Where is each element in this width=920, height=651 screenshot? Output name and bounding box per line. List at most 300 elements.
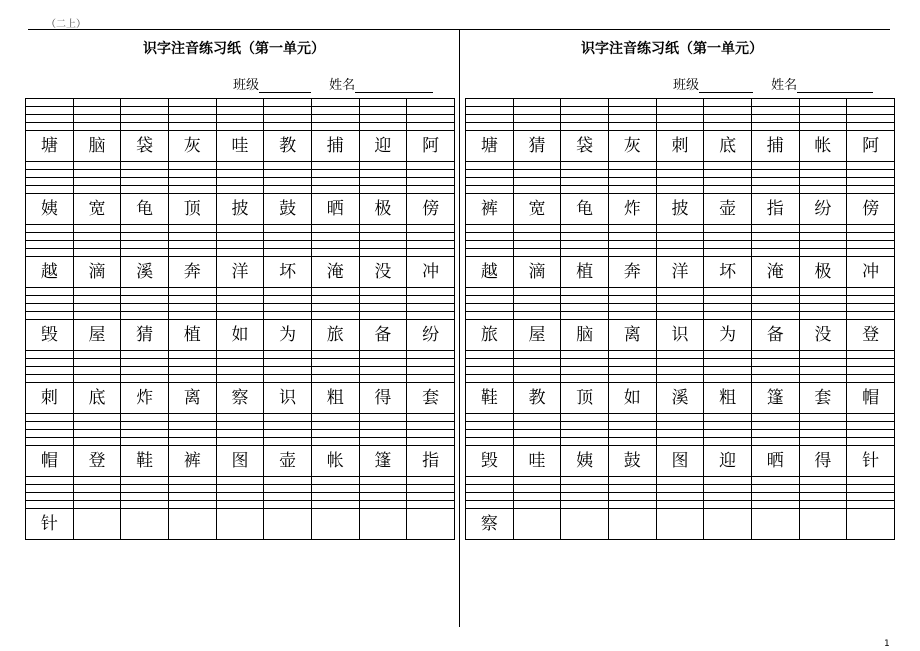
pinyin-cell[interactable] <box>751 225 799 233</box>
pinyin-cell[interactable] <box>168 312 216 320</box>
pinyin-cell[interactable] <box>466 438 514 446</box>
pinyin-cell[interactable] <box>466 359 514 367</box>
pinyin-cell[interactable] <box>704 367 752 375</box>
pinyin-cell[interactable] <box>608 430 656 438</box>
pinyin-cell[interactable] <box>847 186 895 194</box>
pinyin-cell[interactable] <box>168 99 216 107</box>
pinyin-cell[interactable] <box>513 107 561 115</box>
pinyin-cell[interactable] <box>311 501 359 509</box>
pinyin-cell[interactable] <box>73 288 121 296</box>
pinyin-cell[interactable] <box>359 422 407 430</box>
pinyin-cell[interactable] <box>216 241 264 249</box>
pinyin-cell[interactable] <box>264 430 312 438</box>
pinyin-cell[interactable] <box>311 225 359 233</box>
pinyin-cell[interactable] <box>311 430 359 438</box>
pinyin-cell[interactable] <box>73 477 121 485</box>
pinyin-cell[interactable] <box>216 186 264 194</box>
pinyin-cell[interactable] <box>513 367 561 375</box>
pinyin-cell[interactable] <box>561 493 609 501</box>
pinyin-cell[interactable] <box>26 367 74 375</box>
pinyin-cell[interactable] <box>216 178 264 186</box>
pinyin-cell[interactable] <box>216 123 264 131</box>
pinyin-cell[interactable] <box>73 414 121 422</box>
pinyin-cell[interactable] <box>608 225 656 233</box>
pinyin-cell[interactable] <box>264 170 312 178</box>
pinyin-cell[interactable] <box>704 123 752 131</box>
pinyin-cell[interactable] <box>704 178 752 186</box>
pinyin-cell[interactable] <box>26 296 74 304</box>
pinyin-cell[interactable] <box>216 501 264 509</box>
pinyin-cell[interactable] <box>26 170 74 178</box>
pinyin-cell[interactable] <box>73 296 121 304</box>
pinyin-cell[interactable] <box>264 414 312 422</box>
pinyin-cell[interactable] <box>121 170 169 178</box>
pinyin-cell[interactable] <box>704 241 752 249</box>
pinyin-cell[interactable] <box>311 107 359 115</box>
pinyin-cell[interactable] <box>359 233 407 241</box>
pinyin-cell[interactable] <box>608 375 656 383</box>
pinyin-cell[interactable] <box>168 485 216 493</box>
pinyin-cell[interactable] <box>847 296 895 304</box>
pinyin-cell[interactable] <box>216 115 264 123</box>
pinyin-cell[interactable] <box>513 477 561 485</box>
pinyin-cell[interactable] <box>73 312 121 320</box>
pinyin-cell[interactable] <box>407 477 455 485</box>
pinyin-cell[interactable] <box>561 186 609 194</box>
pinyin-cell[interactable] <box>264 225 312 233</box>
pinyin-cell[interactable] <box>799 493 847 501</box>
pinyin-cell[interactable] <box>407 99 455 107</box>
pinyin-cell[interactable] <box>751 485 799 493</box>
pinyin-cell[interactable] <box>513 493 561 501</box>
pinyin-cell[interactable] <box>799 123 847 131</box>
pinyin-cell[interactable] <box>121 438 169 446</box>
pinyin-cell[interactable] <box>513 225 561 233</box>
pinyin-cell[interactable] <box>168 225 216 233</box>
pinyin-cell[interactable] <box>264 233 312 241</box>
pinyin-cell[interactable] <box>466 99 514 107</box>
pinyin-cell[interactable] <box>608 485 656 493</box>
pinyin-cell[interactable] <box>216 312 264 320</box>
pinyin-cell[interactable] <box>466 422 514 430</box>
pinyin-cell[interactable] <box>26 359 74 367</box>
pinyin-cell[interactable] <box>847 162 895 170</box>
pinyin-cell[interactable] <box>466 241 514 249</box>
pinyin-cell[interactable] <box>513 123 561 131</box>
pinyin-cell[interactable] <box>704 225 752 233</box>
pinyin-cell[interactable] <box>513 178 561 186</box>
pinyin-cell[interactable] <box>513 485 561 493</box>
pinyin-cell[interactable] <box>359 501 407 509</box>
pinyin-cell[interactable] <box>121 359 169 367</box>
pinyin-cell[interactable] <box>513 99 561 107</box>
pinyin-cell[interactable] <box>561 233 609 241</box>
pinyin-cell[interactable] <box>168 170 216 178</box>
pinyin-cell[interactable] <box>847 501 895 509</box>
pinyin-cell[interactable] <box>359 477 407 485</box>
pinyin-cell[interactable] <box>513 170 561 178</box>
pinyin-cell[interactable] <box>121 241 169 249</box>
pinyin-cell[interactable] <box>168 430 216 438</box>
pinyin-cell[interactable] <box>751 422 799 430</box>
pinyin-cell[interactable] <box>121 225 169 233</box>
pinyin-cell[interactable] <box>751 477 799 485</box>
pinyin-cell[interactable] <box>168 351 216 359</box>
pinyin-cell[interactable] <box>264 288 312 296</box>
pinyin-cell[interactable] <box>359 438 407 446</box>
pinyin-cell[interactable] <box>216 225 264 233</box>
pinyin-cell[interactable] <box>216 493 264 501</box>
pinyin-cell[interactable] <box>26 430 74 438</box>
pinyin-cell[interactable] <box>216 162 264 170</box>
pinyin-cell[interactable] <box>121 304 169 312</box>
pinyin-cell[interactable] <box>121 493 169 501</box>
pinyin-cell[interactable] <box>704 351 752 359</box>
pinyin-cell[interactable] <box>751 414 799 422</box>
pinyin-cell[interactable] <box>799 438 847 446</box>
pinyin-cell[interactable] <box>264 296 312 304</box>
pinyin-cell[interactable] <box>26 477 74 485</box>
pinyin-cell[interactable] <box>466 501 514 509</box>
pinyin-cell[interactable] <box>121 430 169 438</box>
pinyin-cell[interactable] <box>26 493 74 501</box>
pinyin-cell[interactable] <box>466 312 514 320</box>
pinyin-cell[interactable] <box>359 430 407 438</box>
pinyin-cell[interactable] <box>359 312 407 320</box>
pinyin-cell[interactable] <box>561 351 609 359</box>
pinyin-cell[interactable] <box>26 178 74 186</box>
pinyin-cell[interactable] <box>26 422 74 430</box>
pinyin-cell[interactable] <box>561 414 609 422</box>
pinyin-cell[interactable] <box>656 430 704 438</box>
pinyin-cell[interactable] <box>561 241 609 249</box>
pinyin-cell[interactable] <box>799 99 847 107</box>
pinyin-cell[interactable] <box>466 375 514 383</box>
pinyin-cell[interactable] <box>847 304 895 312</box>
pinyin-cell[interactable] <box>359 225 407 233</box>
pinyin-cell[interactable] <box>168 359 216 367</box>
pinyin-cell[interactable] <box>407 493 455 501</box>
pinyin-cell[interactable] <box>656 296 704 304</box>
pinyin-cell[interactable] <box>26 162 74 170</box>
pinyin-cell[interactable] <box>561 501 609 509</box>
pinyin-cell[interactable] <box>847 99 895 107</box>
pinyin-cell[interactable] <box>407 312 455 320</box>
pinyin-cell[interactable] <box>466 170 514 178</box>
pinyin-cell[interactable] <box>751 359 799 367</box>
pinyin-cell[interactable] <box>311 115 359 123</box>
pinyin-cell[interactable] <box>73 438 121 446</box>
pinyin-cell[interactable] <box>704 501 752 509</box>
pinyin-cell[interactable] <box>73 430 121 438</box>
pinyin-cell[interactable] <box>121 178 169 186</box>
pinyin-cell[interactable] <box>847 123 895 131</box>
pinyin-cell[interactable] <box>751 351 799 359</box>
pinyin-cell[interactable] <box>799 233 847 241</box>
pinyin-cell[interactable] <box>561 438 609 446</box>
pinyin-cell[interactable] <box>704 296 752 304</box>
pinyin-cell[interactable] <box>799 115 847 123</box>
pinyin-cell[interactable] <box>799 296 847 304</box>
pinyin-cell[interactable] <box>264 477 312 485</box>
pinyin-cell[interactable] <box>311 241 359 249</box>
pinyin-cell[interactable] <box>847 107 895 115</box>
pinyin-cell[interactable] <box>407 288 455 296</box>
pinyin-cell[interactable] <box>26 225 74 233</box>
pinyin-cell[interactable] <box>704 485 752 493</box>
pinyin-cell[interactable] <box>407 359 455 367</box>
pinyin-cell[interactable] <box>513 375 561 383</box>
pinyin-cell[interactable] <box>608 359 656 367</box>
pinyin-cell[interactable] <box>656 359 704 367</box>
pinyin-cell[interactable] <box>751 312 799 320</box>
pinyin-cell[interactable] <box>513 249 561 257</box>
pinyin-cell[interactable] <box>656 422 704 430</box>
pinyin-cell[interactable] <box>799 170 847 178</box>
pinyin-cell[interactable] <box>608 501 656 509</box>
pinyin-cell[interactable] <box>168 367 216 375</box>
pinyin-cell[interactable] <box>751 107 799 115</box>
pinyin-cell[interactable] <box>751 162 799 170</box>
pinyin-cell[interactable] <box>311 351 359 359</box>
pinyin-cell[interactable] <box>168 438 216 446</box>
pinyin-cell[interactable] <box>656 312 704 320</box>
pinyin-cell[interactable] <box>359 375 407 383</box>
pinyin-cell[interactable] <box>359 493 407 501</box>
pinyin-cell[interactable] <box>168 375 216 383</box>
pinyin-cell[interactable] <box>73 162 121 170</box>
pinyin-cell[interactable] <box>608 351 656 359</box>
pinyin-cell[interactable] <box>121 351 169 359</box>
pinyin-cell[interactable] <box>847 170 895 178</box>
pinyin-cell[interactable] <box>73 225 121 233</box>
pinyin-cell[interactable] <box>608 170 656 178</box>
pinyin-cell[interactable] <box>466 115 514 123</box>
pinyin-cell[interactable] <box>216 296 264 304</box>
pinyin-cell[interactable] <box>704 249 752 257</box>
pinyin-cell[interactable] <box>264 115 312 123</box>
pinyin-cell[interactable] <box>407 351 455 359</box>
pinyin-cell[interactable] <box>513 430 561 438</box>
pinyin-cell[interactable] <box>847 115 895 123</box>
pinyin-cell[interactable] <box>608 493 656 501</box>
pinyin-cell[interactable] <box>561 99 609 107</box>
pinyin-cell[interactable] <box>751 115 799 123</box>
pinyin-cell[interactable] <box>216 375 264 383</box>
pinyin-cell[interactable] <box>73 375 121 383</box>
name-blank[interactable] <box>797 80 873 93</box>
pinyin-cell[interactable] <box>513 312 561 320</box>
pinyin-cell[interactable] <box>847 351 895 359</box>
pinyin-cell[interactable] <box>359 178 407 186</box>
pinyin-cell[interactable] <box>751 288 799 296</box>
pinyin-cell[interactable] <box>799 359 847 367</box>
pinyin-cell[interactable] <box>466 225 514 233</box>
pinyin-cell[interactable] <box>847 485 895 493</box>
pinyin-cell[interactable] <box>168 162 216 170</box>
pinyin-cell[interactable] <box>704 186 752 194</box>
pinyin-cell[interactable] <box>513 359 561 367</box>
pinyin-cell[interactable] <box>799 351 847 359</box>
pinyin-cell[interactable] <box>121 477 169 485</box>
pinyin-cell[interactable] <box>26 501 74 509</box>
pinyin-cell[interactable] <box>656 99 704 107</box>
pinyin-cell[interactable] <box>513 351 561 359</box>
pinyin-cell[interactable] <box>73 107 121 115</box>
pinyin-cell[interactable] <box>513 501 561 509</box>
pinyin-cell[interactable] <box>799 414 847 422</box>
pinyin-cell[interactable] <box>656 241 704 249</box>
pinyin-cell[interactable] <box>656 485 704 493</box>
pinyin-cell[interactable] <box>847 493 895 501</box>
pinyin-cell[interactable] <box>799 288 847 296</box>
pinyin-cell[interactable] <box>751 493 799 501</box>
pinyin-cell[interactable] <box>311 367 359 375</box>
pinyin-cell[interactable] <box>168 493 216 501</box>
pinyin-cell[interactable] <box>847 430 895 438</box>
pinyin-cell[interactable] <box>799 162 847 170</box>
pinyin-cell[interactable] <box>608 233 656 241</box>
pinyin-cell[interactable] <box>359 170 407 178</box>
pinyin-cell[interactable] <box>799 501 847 509</box>
pinyin-cell[interactable] <box>608 123 656 131</box>
pinyin-cell[interactable] <box>168 107 216 115</box>
pinyin-cell[interactable] <box>311 186 359 194</box>
pinyin-cell[interactable] <box>359 359 407 367</box>
pinyin-cell[interactable] <box>656 351 704 359</box>
pinyin-cell[interactable] <box>799 241 847 249</box>
pinyin-cell[interactable] <box>656 233 704 241</box>
pinyin-cell[interactable] <box>216 99 264 107</box>
class-blank[interactable] <box>259 80 311 93</box>
pinyin-cell[interactable] <box>561 296 609 304</box>
pinyin-cell[interactable] <box>264 367 312 375</box>
pinyin-cell[interactable] <box>121 501 169 509</box>
pinyin-cell[interactable] <box>656 288 704 296</box>
pinyin-cell[interactable] <box>311 288 359 296</box>
pinyin-cell[interactable] <box>513 186 561 194</box>
pinyin-cell[interactable] <box>264 485 312 493</box>
pinyin-cell[interactable] <box>847 359 895 367</box>
pinyin-cell[interactable] <box>168 422 216 430</box>
pinyin-cell[interactable] <box>121 107 169 115</box>
pinyin-cell[interactable] <box>264 123 312 131</box>
pinyin-cell[interactable] <box>656 414 704 422</box>
pinyin-cell[interactable] <box>359 367 407 375</box>
pinyin-cell[interactable] <box>407 241 455 249</box>
pinyin-cell[interactable] <box>656 225 704 233</box>
pinyin-cell[interactable] <box>847 241 895 249</box>
pinyin-cell[interactable] <box>216 304 264 312</box>
pinyin-cell[interactable] <box>608 99 656 107</box>
pinyin-cell[interactable] <box>561 288 609 296</box>
pinyin-cell[interactable] <box>216 233 264 241</box>
pinyin-cell[interactable] <box>608 249 656 257</box>
pinyin-cell[interactable] <box>216 351 264 359</box>
pinyin-cell[interactable] <box>216 367 264 375</box>
pinyin-cell[interactable] <box>359 186 407 194</box>
pinyin-cell[interactable] <box>264 493 312 501</box>
pinyin-cell[interactable] <box>466 414 514 422</box>
pinyin-cell[interactable] <box>561 249 609 257</box>
pinyin-cell[interactable] <box>121 115 169 123</box>
pinyin-cell[interactable] <box>121 99 169 107</box>
pinyin-cell[interactable] <box>407 438 455 446</box>
pinyin-cell[interactable] <box>73 422 121 430</box>
pinyin-cell[interactable] <box>264 241 312 249</box>
pinyin-cell[interactable] <box>561 170 609 178</box>
pinyin-cell[interactable] <box>407 115 455 123</box>
pinyin-cell[interactable] <box>561 375 609 383</box>
pinyin-cell[interactable] <box>799 107 847 115</box>
pinyin-cell[interactable] <box>561 123 609 131</box>
pinyin-cell[interactable] <box>704 99 752 107</box>
pinyin-cell[interactable] <box>799 225 847 233</box>
pinyin-cell[interactable] <box>466 304 514 312</box>
pinyin-cell[interactable] <box>561 422 609 430</box>
pinyin-cell[interactable] <box>847 375 895 383</box>
pinyin-cell[interactable] <box>121 485 169 493</box>
name-blank[interactable] <box>355 80 433 93</box>
pinyin-cell[interactable] <box>121 367 169 375</box>
pinyin-cell[interactable] <box>407 304 455 312</box>
pinyin-cell[interactable] <box>407 225 455 233</box>
pinyin-cell[interactable] <box>168 115 216 123</box>
pinyin-cell[interactable] <box>26 123 74 131</box>
pinyin-cell[interactable] <box>73 178 121 186</box>
pinyin-cell[interactable] <box>799 249 847 257</box>
pinyin-cell[interactable] <box>561 477 609 485</box>
pinyin-cell[interactable] <box>264 375 312 383</box>
pinyin-cell[interactable] <box>466 123 514 131</box>
pinyin-cell[interactable] <box>26 304 74 312</box>
pinyin-cell[interactable] <box>799 485 847 493</box>
pinyin-cell[interactable] <box>799 186 847 194</box>
pinyin-cell[interactable] <box>751 296 799 304</box>
pinyin-cell[interactable] <box>704 359 752 367</box>
pinyin-cell[interactable] <box>311 99 359 107</box>
pinyin-cell[interactable] <box>704 422 752 430</box>
pinyin-cell[interactable] <box>73 501 121 509</box>
pinyin-cell[interactable] <box>311 477 359 485</box>
pinyin-cell[interactable] <box>466 162 514 170</box>
pinyin-cell[interactable] <box>73 485 121 493</box>
pinyin-cell[interactable] <box>513 233 561 241</box>
pinyin-cell[interactable] <box>656 501 704 509</box>
pinyin-cell[interactable] <box>311 233 359 241</box>
pinyin-cell[interactable] <box>561 485 609 493</box>
pinyin-cell[interactable] <box>608 186 656 194</box>
pinyin-cell[interactable] <box>847 178 895 186</box>
pinyin-cell[interactable] <box>121 422 169 430</box>
pinyin-cell[interactable] <box>751 241 799 249</box>
pinyin-cell[interactable] <box>751 123 799 131</box>
pinyin-cell[interactable] <box>608 162 656 170</box>
pinyin-cell[interactable] <box>359 414 407 422</box>
pinyin-cell[interactable] <box>311 414 359 422</box>
pinyin-cell[interactable] <box>751 170 799 178</box>
pinyin-cell[interactable] <box>513 288 561 296</box>
pinyin-cell[interactable] <box>751 367 799 375</box>
pinyin-cell[interactable] <box>513 438 561 446</box>
pinyin-cell[interactable] <box>264 351 312 359</box>
pinyin-cell[interactable] <box>73 359 121 367</box>
pinyin-cell[interactable] <box>799 430 847 438</box>
pinyin-cell[interactable] <box>799 477 847 485</box>
pinyin-cell[interactable] <box>608 107 656 115</box>
pinyin-cell[interactable] <box>216 249 264 257</box>
pinyin-cell[interactable] <box>466 485 514 493</box>
